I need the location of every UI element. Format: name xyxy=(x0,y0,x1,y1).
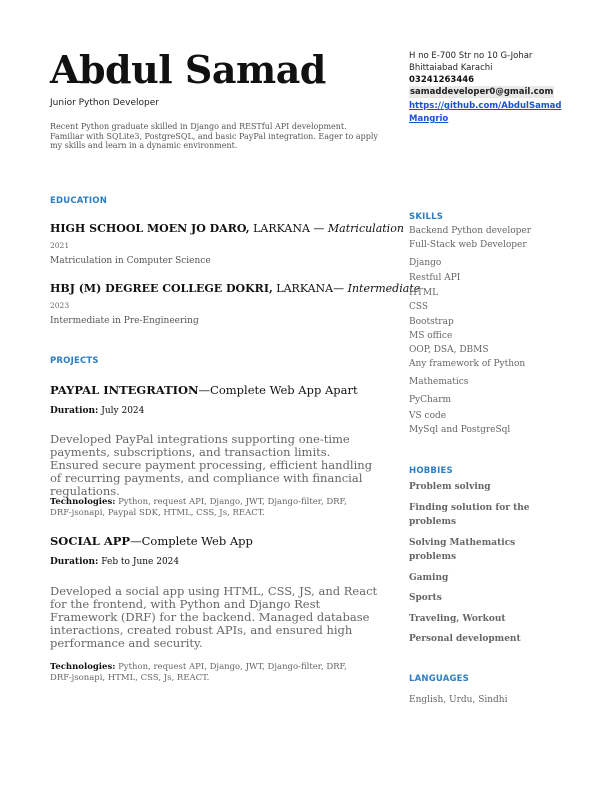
duration-label: Duration: xyxy=(50,557,99,567)
hobby-item: Sports xyxy=(409,593,442,603)
github-link[interactable]: https://github.com/AbdulSamadMangrio xyxy=(409,101,562,124)
school-location: LARKANA— xyxy=(272,282,348,295)
profile-summary: Recent Python graduate skilled in Django and RESTful API development. Familiar with SQLite3, PostgreSQL, and basic PayPal integration. Eager to apply my skills and learn in a dynamic environment. xyxy=(50,122,378,150)
skill-item: HTML xyxy=(409,288,439,298)
skill-item: OOP, DSA, DBMS xyxy=(409,345,489,355)
hobby-item: Finding solution for the problems xyxy=(409,503,530,527)
project-duration xyxy=(50,557,179,567)
education-detail: Intermediate in Pre-Engineering xyxy=(50,316,199,326)
email-link[interactable]: samaddeveloper0@gmail.com xyxy=(410,87,554,97)
education-detail: Matriculation in Computer Science xyxy=(50,256,211,266)
technologies-label: Technologies: xyxy=(50,662,116,672)
project-technologies xyxy=(50,662,370,683)
education-year: 2023 xyxy=(50,301,70,310)
school-name: HBJ (M) DEGREE COLLEGE DOKRI, xyxy=(50,282,273,295)
phone-number: 03241263446 xyxy=(409,75,475,85)
technologies-value: Python, request API, Django, JWT, Django-filter, DRF, DRF-jsonapi, HTML, CSS, Js, REACT. xyxy=(50,662,347,683)
project-duration xyxy=(50,406,144,416)
skill-item: MySql and PostgreSql xyxy=(409,425,511,435)
education-level: Intermediate xyxy=(347,282,421,295)
project-description: Developed PayPal integrations supporting one-time payments, subscriptions, and transaction limits. Ensured secure payment processing, efficient handling of recurring payments, and compliance with financial regulations. xyxy=(50,432,373,498)
skill-item: Django xyxy=(409,258,442,268)
education-year: 2021 xyxy=(50,241,70,250)
skill-item: MS office xyxy=(409,331,453,341)
education-heading: EDUCATION xyxy=(50,196,108,206)
address-line-1: H no E-700 Str no 10 G-Johar xyxy=(409,51,533,61)
project-name: PAYPAL INTEGRATION xyxy=(50,383,199,397)
skill-item: VS code xyxy=(409,411,447,421)
duration-label: Duration: xyxy=(50,406,99,416)
technologies-value: Python, request API, Django, JWT, Django-filter, DRF, DRF-jsonapi, Paypal SDK, HTML, CSS, Js, REACT. xyxy=(50,497,347,518)
project-title xyxy=(50,383,358,397)
hobbies-heading: HOBBIES xyxy=(409,466,453,476)
skill-item: Bootstrap xyxy=(409,317,454,327)
skill-item: Any framework of Python xyxy=(409,359,526,369)
project-description: Developed a social app using HTML, CSS, JS, and React for the frontend, with Python and Django Rest Framework (DRF) for the backend. Managed database interactions, created robust APIs, and ensured high performance and security. xyxy=(50,584,378,650)
hobby-item: Traveling, Workout xyxy=(409,614,506,624)
duration-value: Feb to June 2024 xyxy=(98,557,180,567)
school-location: LARKANA — xyxy=(249,222,328,235)
technologies-label: Technologies: xyxy=(50,497,116,507)
education-entry-title xyxy=(50,282,420,295)
skill-item: Mathematics xyxy=(409,377,469,387)
hobby-item: Gaming xyxy=(409,573,449,583)
education-entry-title xyxy=(50,222,404,235)
projects-heading: PROJECTS xyxy=(50,356,99,366)
address-line-2: Bhittaiabad Karachi xyxy=(409,63,493,73)
languages-value: English, Urdu, Sindhi xyxy=(409,695,508,705)
skill-item: Full-Stack web Developer xyxy=(409,240,527,250)
education-level: Matriculation xyxy=(327,222,404,235)
project-subtitle: —Complete Web App Apart xyxy=(198,383,358,397)
hobby-item: Problem solving xyxy=(409,482,491,492)
project-name: SOCIAL APP xyxy=(50,534,131,548)
full-name: Abdul Samad xyxy=(50,47,326,92)
skills-heading: SKILLS xyxy=(409,212,444,222)
skill-item: CSS xyxy=(409,302,429,312)
hobby-item: Solving Mathematics problems xyxy=(409,538,516,562)
project-technologies xyxy=(50,497,370,518)
skill-item: Backend Python developer xyxy=(409,226,532,236)
job-title: Junior Python Developer xyxy=(50,98,159,108)
skill-item: Restful API xyxy=(409,273,461,283)
languages-heading: LANGUAGES xyxy=(409,674,470,684)
project-title xyxy=(50,534,253,548)
contact-block xyxy=(409,50,569,126)
skill-item: PyCharm xyxy=(409,395,452,405)
school-name: HIGH SCHOOL MOEN JO DARO, xyxy=(50,222,250,235)
hobby-item: Personal development xyxy=(409,634,521,644)
project-subtitle: —Complete Web App xyxy=(130,534,253,548)
duration-value: July 2024 xyxy=(98,406,145,416)
